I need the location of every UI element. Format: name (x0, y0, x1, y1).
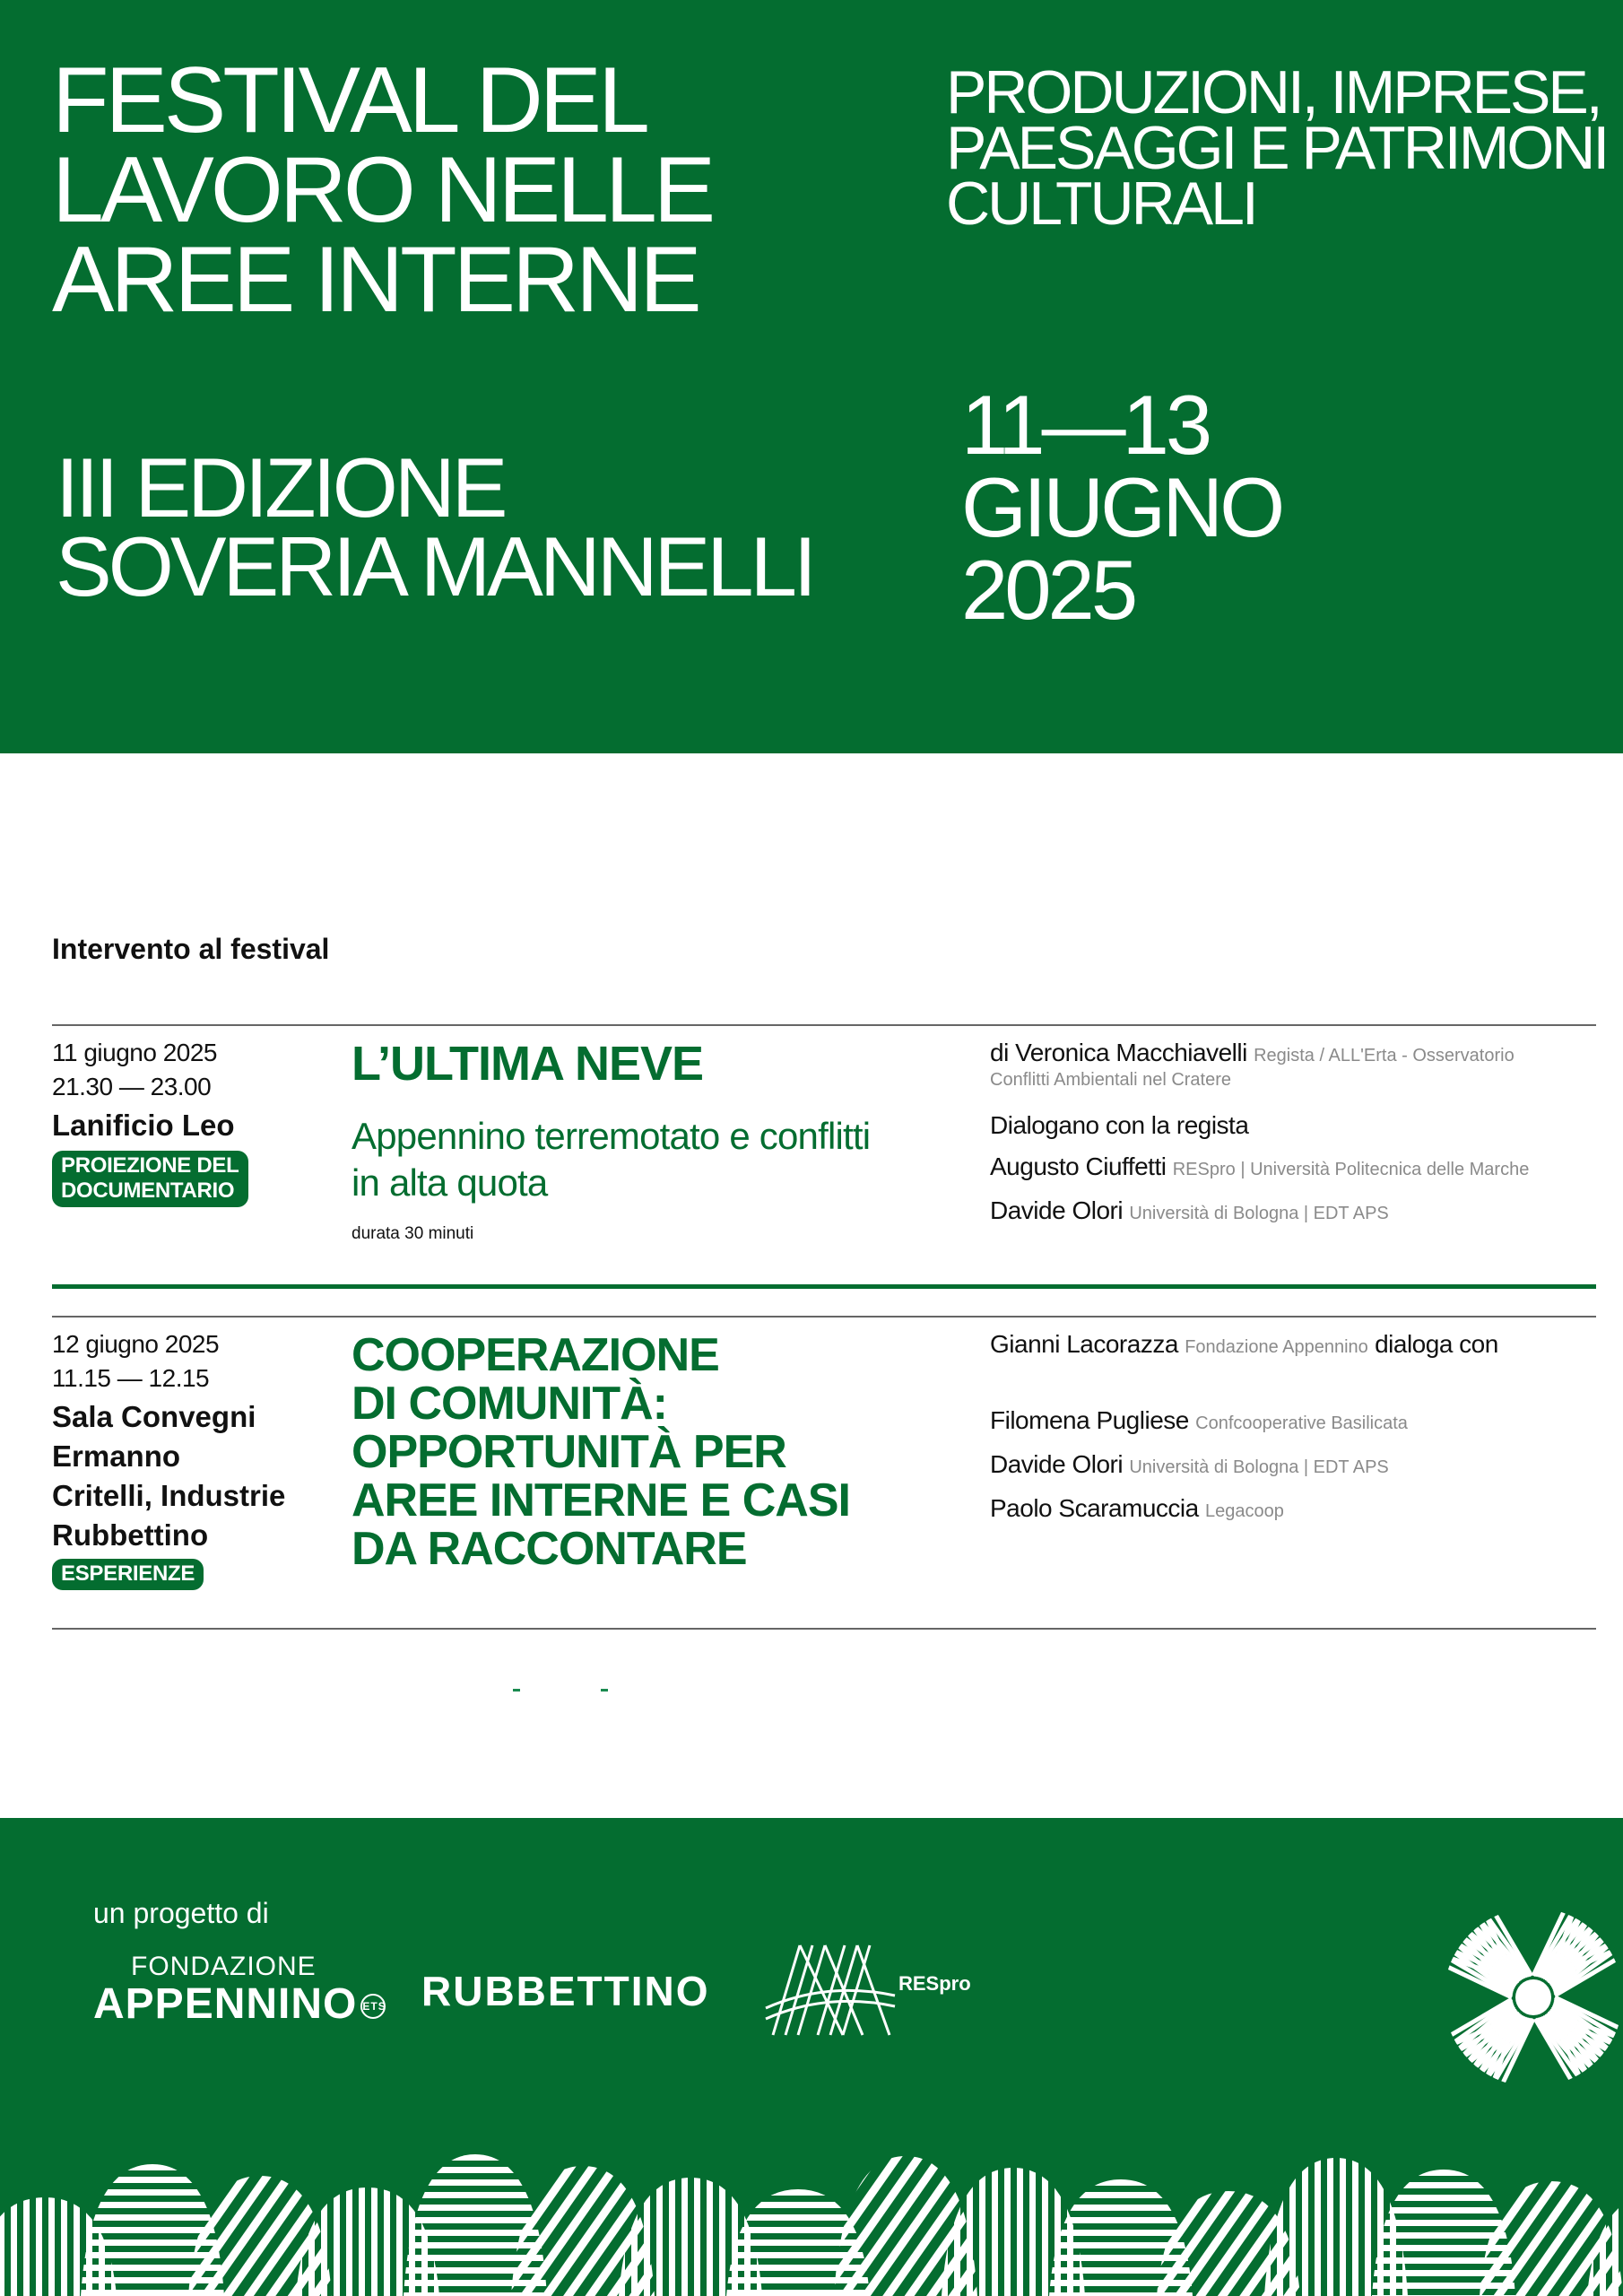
logo-text-main: APPENNINO (93, 1980, 358, 2028)
speaker (990, 1488, 1600, 1532)
event-main (352, 1036, 961, 1244)
event-time: 11.15 — 12.15 (52, 1364, 210, 1392)
event-date: 12 giugno 2025 (52, 1330, 220, 1358)
decorative-dash (513, 1689, 520, 1692)
divider (52, 1024, 1596, 1026)
dates-line: GIUGNO (961, 460, 1282, 554)
event-title-line: DA RACCONTARE (352, 1523, 747, 1575)
dialogue-label: Dialogano con la regista (990, 1111, 1249, 1139)
edition-line: III EDIZIONE (56, 440, 505, 535)
edition-location (56, 440, 813, 613)
festival-subtitle (946, 58, 1608, 238)
event-title-line: DI COMUNITÀ: (352, 1378, 667, 1430)
speaker-affiliation: Università di Bologna | EDT APS (1129, 1204, 1389, 1223)
event-title (352, 1331, 961, 1573)
speaker-affiliation: Università di Bologna | EDT APS (1129, 1457, 1389, 1477)
event-tag-line: DOCUMENTARIO (61, 1178, 235, 1203)
section-heading: Intervento al festival (52, 933, 330, 965)
logo-text (93, 1981, 386, 2028)
event-venue (52, 1397, 321, 1555)
event-subtitle-line: Appennino terremotato e conflitti (352, 1115, 871, 1157)
event-date: 11 giugno 2025 (52, 1039, 217, 1066)
speaker (990, 1190, 1600, 1234)
event-tag (52, 1151, 248, 1207)
event-venue-line: Ermanno (52, 1439, 181, 1473)
speaker-name: Augusto Ciuffetti (990, 1152, 1167, 1180)
pattern-hills-icon (0, 2141, 1623, 2296)
ets-badge: ETS (360, 1994, 386, 2019)
dates-line: 2025 (961, 543, 1135, 637)
festival-roundel-icon (1435, 1899, 1623, 2096)
footer (0, 1818, 1623, 2296)
event-title: L’ULTIMA NEVE (352, 1037, 703, 1091)
event-speakers (990, 1327, 1600, 1532)
director-name: Veronica Macchiavelli (1015, 1039, 1247, 1066)
subtitle-line: PRODUZIONI, IMPRESE, (946, 58, 1601, 126)
respro-lines-icon (764, 1936, 898, 2044)
respro-text: RESpro (898, 1972, 971, 1995)
festival-title-line: AREE INTERNE (52, 228, 699, 332)
decorative-dash (601, 1689, 608, 1692)
speaker (990, 1444, 1600, 1488)
subtitle-line: CULTURALI (946, 170, 1256, 238)
speaker (990, 1400, 1600, 1444)
festival-title-line: FESTIVAL DEL (52, 48, 647, 152)
moderator-name: Gianni Lacorazza (990, 1330, 1178, 1358)
festival-dates (961, 378, 1282, 637)
project-label: un progetto di (93, 1897, 269, 1929)
logo-text: FONDAZIONE (131, 1952, 317, 1981)
event-title-line: COOPERAZIONE (352, 1329, 719, 1381)
director-prefix: di (990, 1039, 1009, 1066)
speaker-name: Filomena Pugliese (990, 1406, 1189, 1434)
respro-logo (764, 1936, 979, 2044)
event-tag: ESPERIENZE (52, 1559, 204, 1590)
event-title-line: OPPORTUNITÀ PER (352, 1426, 786, 1478)
festival-title-line: LAVORO NELLE (52, 138, 713, 242)
speaker-affiliation: Confcooperative Basilicata (1195, 1413, 1408, 1433)
divider-green (52, 1284, 1596, 1289)
speaker (990, 1146, 1600, 1190)
event-speakers (990, 1036, 1600, 1234)
event-venue: Lanificio Leo (52, 1109, 235, 1142)
event-meta (52, 1036, 321, 1207)
divider (52, 1628, 1596, 1630)
event-venue-line: Sala Convegni (52, 1400, 256, 1433)
dates-line: 11—13 (961, 378, 1210, 472)
event-venue-line: Rubbettino (52, 1518, 209, 1552)
subtitle-line: PAESAGGI E PATRIMONI (946, 114, 1608, 182)
event-tag-line: PROIEZIONE DEL (61, 1153, 239, 1178)
location-line: SOVERIA MANNELLI (56, 519, 813, 613)
event-venue-line: Critelli, Industrie (52, 1479, 286, 1512)
speaker-name: Davide Olori (990, 1196, 1124, 1224)
moderator-suffix: dialoga con (1375, 1330, 1498, 1358)
event-time: 21.30 — 23.00 (52, 1073, 212, 1100)
fondazione-appennino-logo (93, 1952, 386, 2028)
director-affiliation-line: Conflitti Ambientali nel Cratere (990, 1070, 1232, 1090)
speaker-affiliation: RESpro | Università Politecnica delle Marche (1172, 1160, 1530, 1179)
speaker-affiliation: Legacoop (1205, 1501, 1284, 1521)
event-main (352, 1327, 961, 1573)
event-meta (52, 1327, 321, 1590)
moderator (990, 1327, 1600, 1364)
event-duration: durata 30 minuti (352, 1224, 474, 1243)
speaker-name: Davide Olori (990, 1450, 1124, 1478)
event-subtitle (352, 1113, 961, 1206)
divider (52, 1316, 1596, 1318)
speaker-name: Paolo Scaramuccia (990, 1494, 1199, 1522)
event-title-line: AREE INTERNE E CASI (352, 1474, 850, 1526)
moderator-affiliation: Fondazione Appennino (1185, 1337, 1368, 1357)
event-subtitle-line: in alta quota (352, 1161, 548, 1204)
festival-title (52, 48, 713, 332)
director-affiliation: Regista / ALL'Erta - Osservatorio (1254, 1046, 1515, 1065)
header-banner (0, 0, 1623, 753)
rubbettino-logo: RUBBETTINO (421, 1968, 710, 2014)
